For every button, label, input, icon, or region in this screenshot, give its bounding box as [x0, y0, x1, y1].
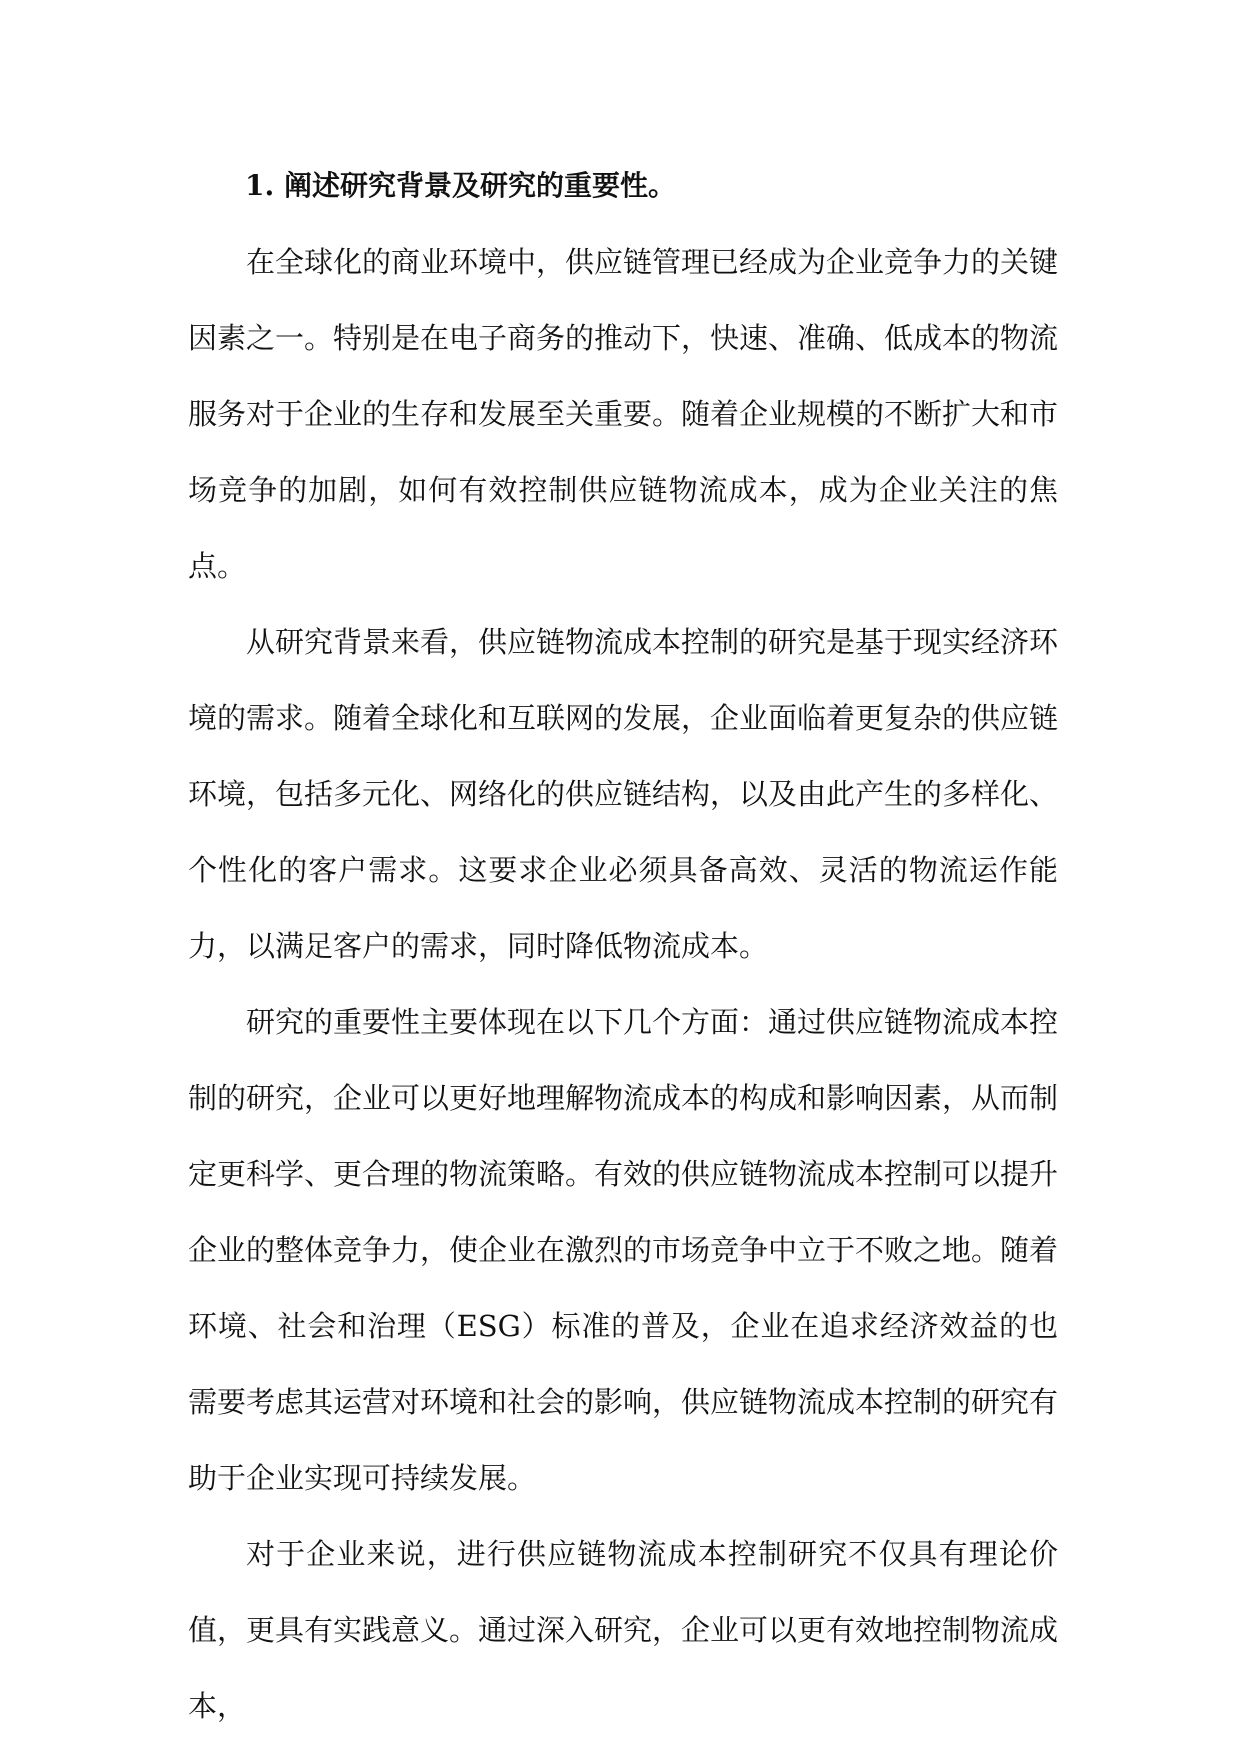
paragraph-enterprise-value: 对于企业来说，进行供应链物流成本控制研究不仅具有理论价值，更具有实践意义。通过深入研究，企业可以更有效地控制物流成本， [188, 1537, 1059, 1723]
paragraph-research-importance: 研究的重要性主要体现在以下几个方面：通过供应链物流成本控制的研究，企业可以更好地理解物流成本的构成和影响因素，从而制定更科学、更合理的物流策略。有效的供应链物流成本控制可以提升企业的整体竞争力，使企业在激烈的市场竞争中立于不败之地。随着环境、社会和治理（ESG）标准的普及，企业在追求经济效益的也需要考虑其运营对环境和社会的影响，供应链物流成本控制的研究有助于企业实现可持续发展。 [188, 1005, 1059, 1495]
paragraph-research-background: 从研究背景来看，供应链物流成本控制的研究是基于现实经济环境的需求。随着全球化和互联网的发展，企业面临着更复杂的供应链环境，包括多元化、网络化的供应链结构，以及由此产生的多样化、个性化的客户需求。这要求企业必须具备高效、灵活的物流运作能力，以满足客户的需求，同时降低物流成本。 [188, 625, 1059, 963]
section-heading: 1. 阐述研究背景及研究的重要性。 [245, 169, 676, 202]
paragraph-background-intro: 在全球化的商业环境中，供应链管理已经成为企业竞争力的关键因素之一。特别是在电子商务的推动下，快速、准确、低成本的物流服务对于企业的生存和发展至关重要。随着企业规模的不断扩大和市场竞争的加剧，如何有效控制供应链物流成本，成为企业关注的焦点。 [188, 245, 1059, 583]
document-body [188, 148, 1058, 1744]
